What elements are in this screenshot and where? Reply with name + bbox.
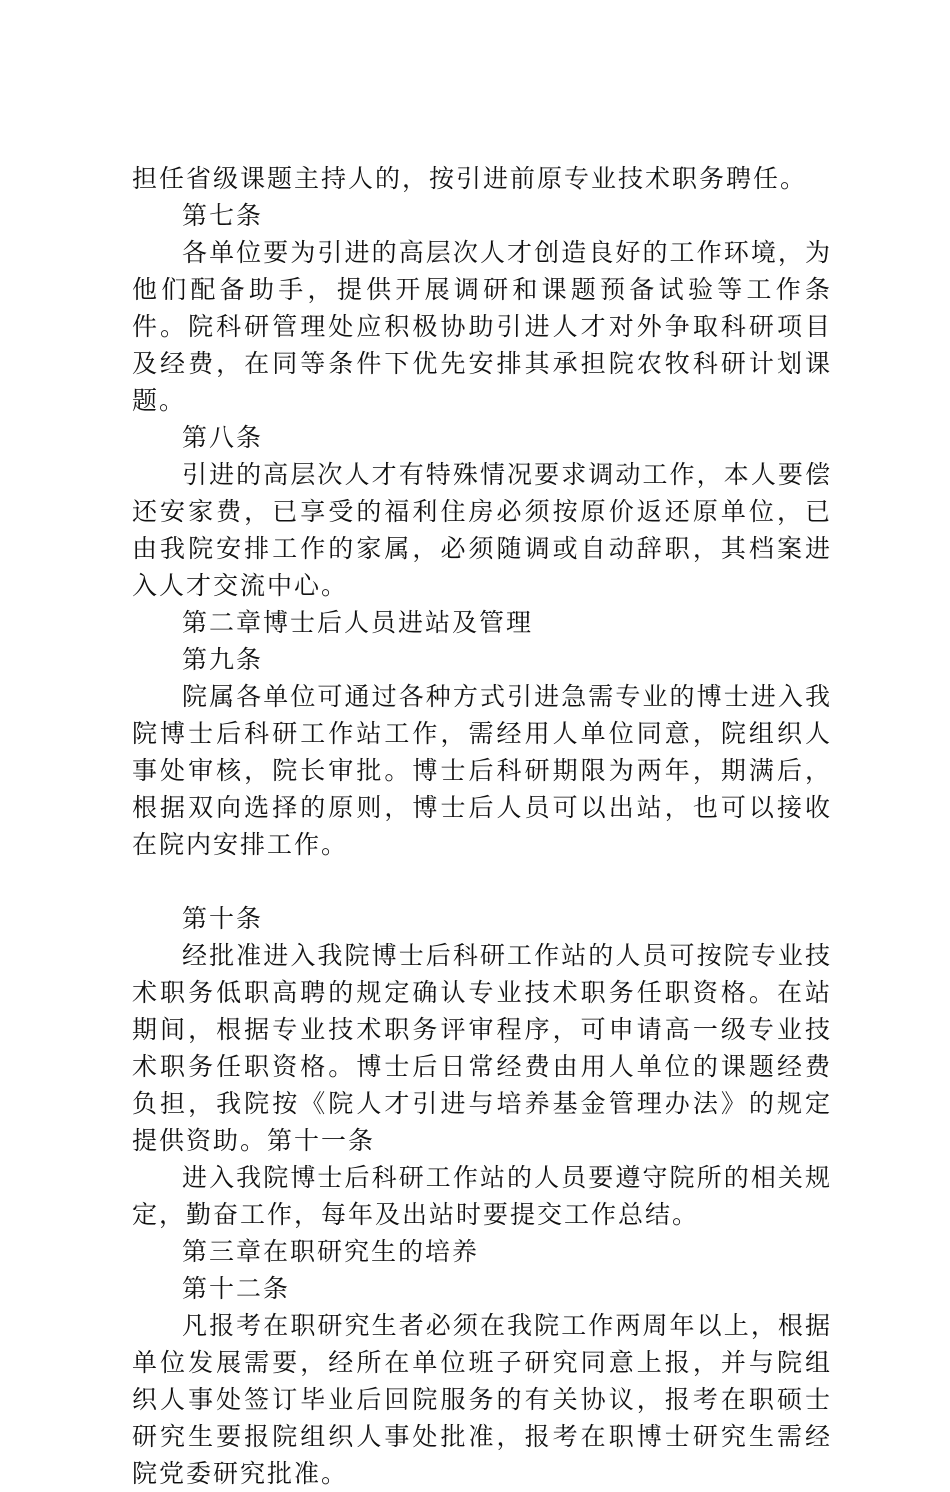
article-9-text: 院属各单位可通过各种方式引进急需专业的博士进入我院博士后科研工作站工作，需经用人单位同意，院组织人事处审核，院长审批。博士后科研期限为两年，期满后，根据双向选择的原则，博士后人员可以出站，也可以接收在院内安排工作。 (132, 682, 832, 859)
article-11-text: 进入我院博士后科研工作站的人员要遵守院所的相关规定，勤奋工作，每年及出站时要提交工作总结。 (132, 1163, 832, 1229)
chapter-2-heading: 第二章博士后人员进站及管理 (182, 608, 534, 637)
blank-line (132, 863, 832, 900)
chapter-3-heading: 第三章在职研究生的培养 (182, 1237, 480, 1266)
article-8-heading: 第八条 (182, 423, 264, 452)
article-10-heading: 第十条 (182, 904, 264, 933)
article-12-heading: 第十二条 (182, 1274, 291, 1303)
document-body (132, 160, 832, 1492)
article-8-text: 引进的高层次人才有特殊情况要求调动工作，本人要偿还安家费，已享受的福利住房必须按原价返还原单位，已由我院安排工作的家属，必须随调或自动辞职，其档案进入人才交流中心。 (132, 460, 832, 600)
article-7-text: 各单位要为引进的高层次人才创造良好的工作环境，为他们配备助手，提供开展调研和课题预备试验等工作条件。院科研管理处应积极协助引进人才对外争取科研项目及经费，在同等条件下优先安排其承担院农牧科研计划课题。 (132, 238, 832, 415)
article-9-heading: 第九条 (182, 645, 264, 674)
paragraph-continuation: 担任省级课题主持人的，按引进前原专业技术职务聘任。 (132, 164, 808, 193)
article-7-heading: 第七条 (182, 201, 264, 230)
article-12-text: 凡报考在职研究生者必须在我院工作两周年以上，根据单位发展需要，经所在单位班子研究同意上报，并与院组织人事处签订毕业后回院服务的有关协议，报考在职硕士研究生要报院组织人事处批准，报考在职博士研究生需经院党委研究批准。 (132, 1311, 832, 1488)
article-10-text: 经批准进入我院博士后科研工作站的人员可按院专业技术职务低职高聘的规定确认专业技术职务任职资格。在站期间，根据专业技术职务评审程序，可申请高一级专业技术职务任职资格。博士后日常经费由用人单位的课题经费负担，我院按《院人才引进与培养基金管理办法》的规定提供资助。第十一条 (132, 941, 832, 1155)
